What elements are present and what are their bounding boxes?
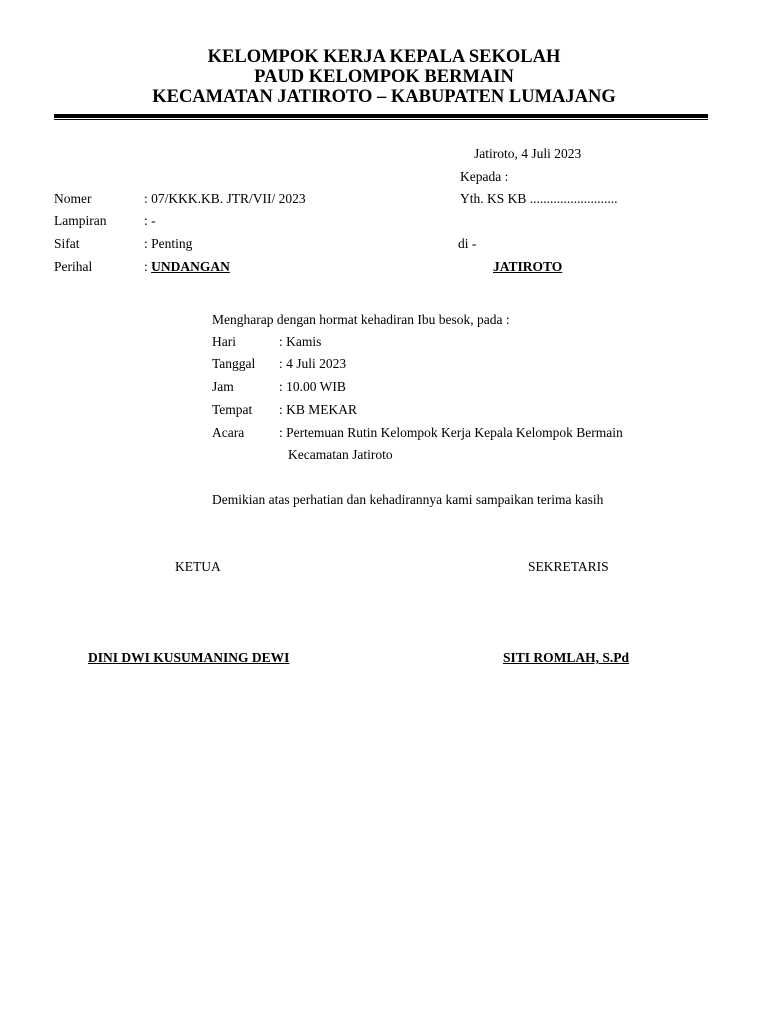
- tanggal-label: Tanggal: [212, 356, 256, 371]
- ketua-name: DINI DWI KUSUMANING DEWI: [88, 650, 290, 665]
- hari-label: Hari: [212, 334, 236, 349]
- perihal-colon: :: [144, 259, 152, 274]
- header-line-2: PAUD KELOMPOK BERMAIN: [254, 67, 514, 87]
- body-intro: Mengharap dengan hormat kehadiran Ibu besok, pada :: [212, 312, 510, 327]
- tempat-label: Tempat: [212, 402, 253, 417]
- tempat-value: : KB MEKAR: [279, 402, 358, 417]
- place-date: Jatiroto, 4 Juli 2023: [474, 146, 582, 161]
- header-divider-thin: [54, 119, 708, 120]
- closing-text: Demikian atas perhatian dan kehadirannya kami sampaikan terima kasih: [212, 492, 604, 507]
- nomer-value: : 07/KKK.KB. JTR/VII/ 2023: [144, 191, 306, 206]
- header-divider-thick: [54, 114, 708, 118]
- sifat-value: : Penting: [144, 236, 193, 251]
- hari-value: : Kamis: [279, 334, 322, 349]
- lampiran-label: Lampiran: [54, 213, 107, 228]
- recipient-name: Yth. KS KB ..........................: [460, 191, 618, 206]
- perihal-label: Perihal: [54, 259, 93, 274]
- header-line-1: KELOMPOK KERJA KEPALA SEKOLAH: [207, 47, 561, 67]
- tanggal-value: : 4 Juli 2023: [279, 356, 347, 371]
- recipient-label: Kepada :: [460, 169, 509, 184]
- sekretaris-title: SEKRETARIS: [528, 559, 609, 574]
- header-line-3: KECAMATAN JATIROTO – KABUPATEN LUMAJANG: [152, 87, 616, 107]
- sifat-label: Sifat: [54, 236, 80, 251]
- recipient-place: JATIROTO: [493, 259, 563, 274]
- perihal-row: [144, 259, 230, 275]
- jam-label: Jam: [212, 379, 234, 394]
- recipient-di: di -: [458, 236, 477, 251]
- acara-value-line-1: : Pertemuan Rutin Kelompok Kerja Kepala Kelompok Bermain: [279, 425, 623, 440]
- acara-label: Acara: [212, 425, 245, 440]
- sekretaris-name: SITI ROMLAH, S.Pd: [503, 650, 630, 665]
- ketua-title: KETUA: [175, 559, 221, 574]
- perihal-value: UNDANGAN: [151, 259, 230, 274]
- jam-value: : 10.00 WIB: [279, 379, 346, 394]
- lampiran-value: : -: [144, 213, 156, 228]
- nomer-label: Nomer: [54, 191, 92, 206]
- acara-value-line-2: Kecamatan Jatiroto: [288, 447, 393, 462]
